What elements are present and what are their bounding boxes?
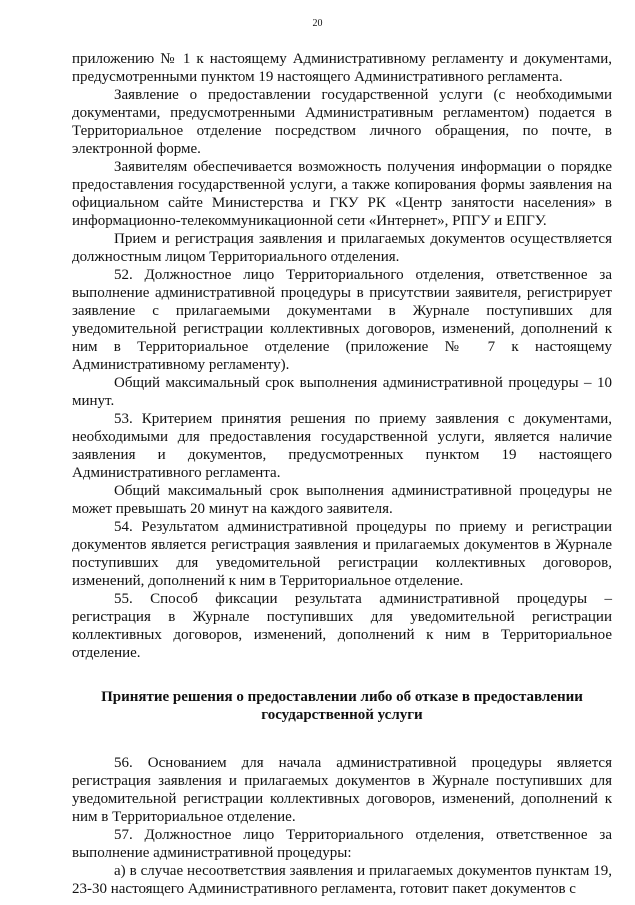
- paragraph: 52. Должностное лицо Территориального отделения, ответственное за выполнение административной процедуры в присутствии заявителя, регистрирует заявление с прилагаемыми документами в Журнале поступивших для уведомительной регистрации коллективных договоров, изменений, дополнений к ним в Территориальное отделение (приложение № 7 к настоящему Административному регламенту).: [72, 267, 612, 373]
- paragraph: приложению № 1 к настоящему Административному регламенту и документами, предусмотренными пунктом 19 настоящего Административного регламента.: [72, 51, 612, 85]
- paragraph: 53. Критерием принятия решения по приему заявления с документами, необходимыми для предоставления государственной услуги, является наличие заявления и документов, предусмотренных пунктом 19 настоящего Административного регламента.: [72, 411, 612, 481]
- paragraph: 56. Основанием для начала административной процедуры является регистрация заявления и прилагаемых документов в Журнале поступивших для уведомительной регистрации коллективных договоров, изменений, дополнений к ним в Территориальное отделение.: [72, 755, 612, 825]
- paragraphs-before: [72, 50, 612, 662]
- document-body: [72, 50, 612, 898]
- paragraphs-after: [72, 754, 612, 898]
- paragraph: Заявление о предоставлении государственной услуги (с необходимыми документами, предусмотренными Административным регламентом) подается в Территориальное отделение посредством личного обращения, по почте, в электронной форме.: [72, 87, 612, 157]
- paragraph: Общий максимальный срок выполнения административной процедуры не может превышать 20 минут на каждого заявителя.: [72, 483, 612, 517]
- paragraph: 55. Способ фиксации результата административной процедуры – регистрация в Журнале поступивших для уведомительной регистрации коллективных договоров, изменений, дополнений к ним в Территориальное отделение.: [72, 591, 612, 661]
- section-heading: Принятие решения о предоставлении либо об отказе в предоставлении государственной услуги: [101, 689, 583, 723]
- paragraph: Общий максимальный срок выполнения административной процедуры – 10 минут.: [72, 375, 612, 409]
- paragraph: Прием и регистрация заявления и прилагаемых документов осуществляется должностным лицом Территориального отделения.: [72, 231, 612, 265]
- paragraph: 54. Результатом административной процедуры по приему и регистрации документов является регистрация заявления и прилагаемых документов в Журнале поступивших для уведомительной регистрации коллективных договоров, изменений, дополнений к ним в Территориальное отделение.: [72, 519, 612, 589]
- paragraph: Заявителям обеспечивается возможность получения информации о порядке предоставления государственной услуги, а также копирования формы заявления на официальном сайте Министерства и ГКУ РК «Центр занятости населения» в информационно-телекоммуникационной сети «Интернет», РПГУ и ЕПГУ.: [72, 159, 612, 229]
- paragraph: а) в случае несоответствия заявления и прилагаемых документов пунктам 19, 23-30 настоящего Административного регламента, готовит пакет документов с: [72, 863, 612, 897]
- page-number: 20: [312, 18, 323, 29]
- paragraph: 57. Должностное лицо Территориального отделения, ответственное за выполнение административной процедуры:: [72, 827, 612, 861]
